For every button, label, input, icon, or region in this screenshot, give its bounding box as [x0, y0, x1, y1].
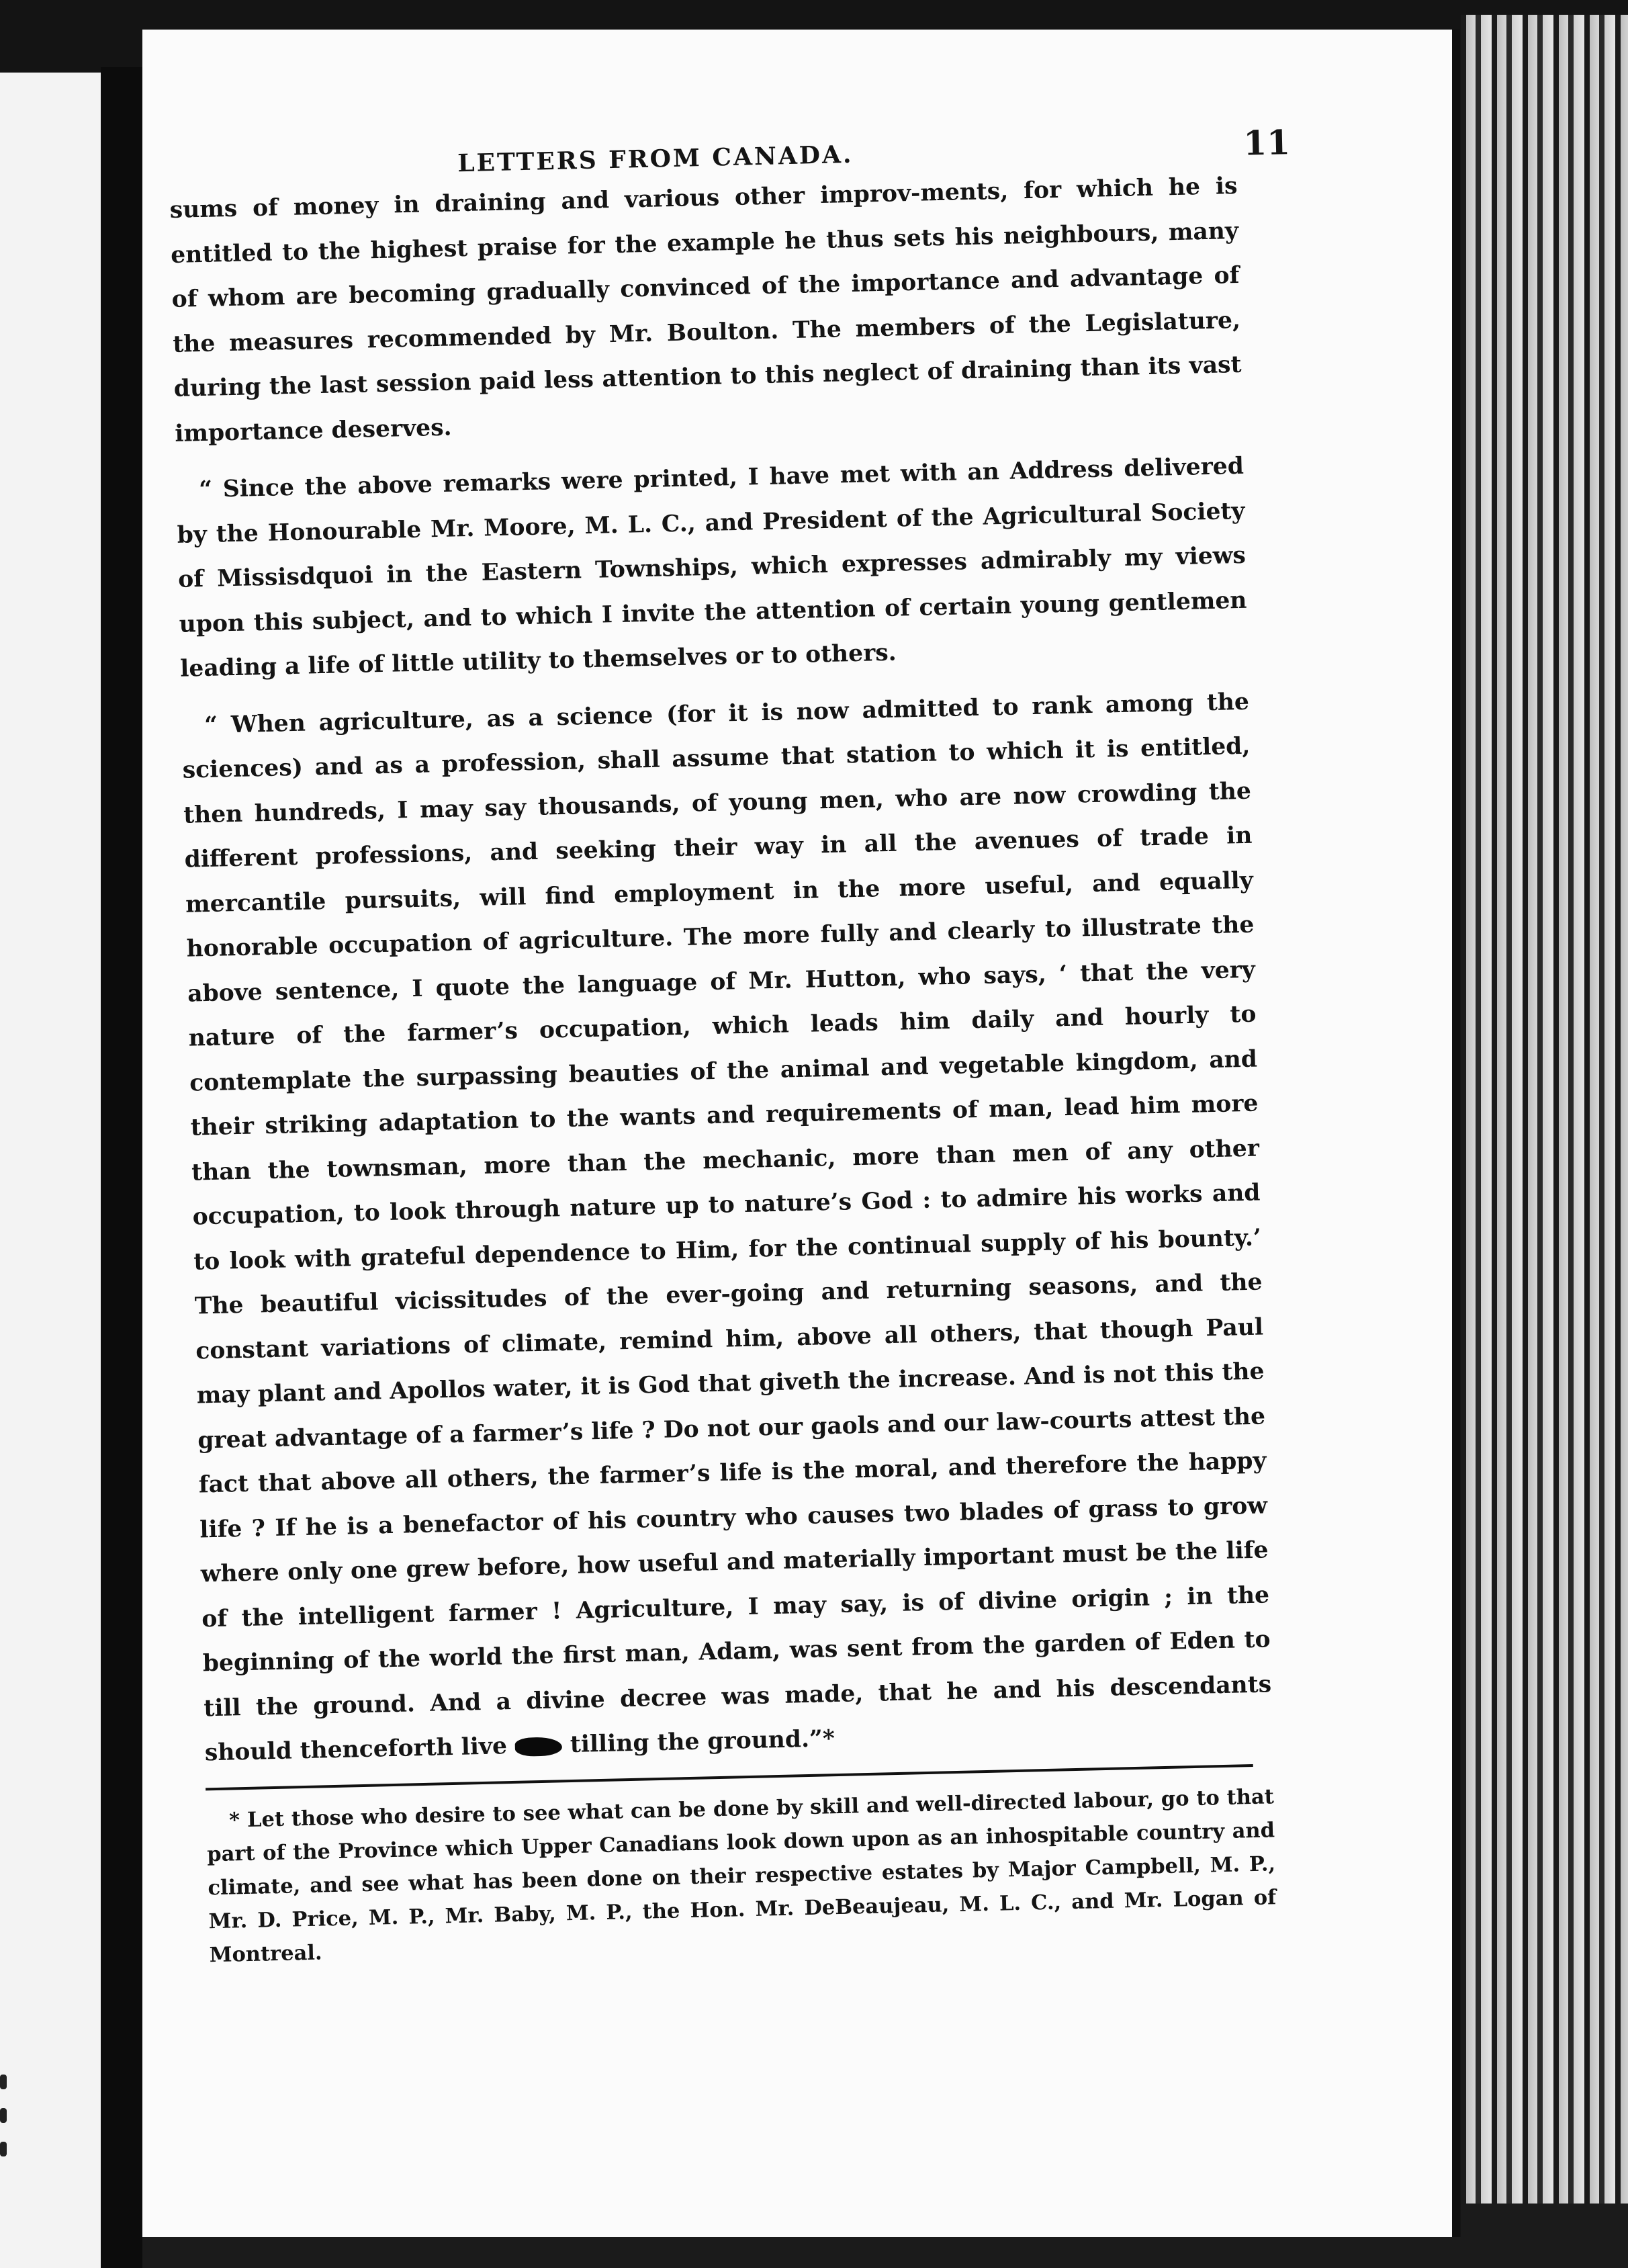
facing-page-marks [0, 2075, 9, 2182]
ink-blot [515, 1737, 563, 1757]
page-edges [1461, 15, 1628, 2268]
running-head-title: LETTERS FROM CANADA. [457, 140, 854, 178]
paragraph-agriculture-end: tilling the ground.”* [570, 1725, 835, 1759]
paragraph-agriculture-quote [181, 679, 1273, 1776]
page-edges-shadow [1461, 2204, 1628, 2268]
paragraph-address: “ Since the above remarks were printed, I have met with an Address delivered by the Honourable Mr. Moore, M. L. C., and President of the Agricultural Society of Missisdquoi in the Eastern Townships, which expresses admirably my views upon this subject, and to which I invite the attention of certain young gentlemen leading a life of little utility to themselves or to others. [177, 452, 1247, 683]
page-number: 11 [1242, 122, 1291, 163]
paragraph-agriculture-text: “ When agriculture, as a science (for it is now admitted to rank among the sciences) and as a profession, shall assume that station to which it is entitled, then hundreds, I may say thousands, of young men, who are now crowding the different professions, and seeking their way in all the avenues of trade in mercantile pursuits, will find employment in the more useful, and equally honorable occupation of agriculture. The more fully and clearly to illustrate the above sentence, I quote the language of Mr. Hutton, who says, ‘ that the very nature of the farmer’s occupation, which leads him daily and hourly to contemplate the surpassing beauties of the animal and vegetable kingdom, and their striking adaptation to the wants and requirements of man, lead him more than the townsman, more than the mechanic, more than men of any other occupation, to look through nature up to nature’s God : to admire his works and to look with grateful dependence to Him, for the continual supply of his bounty.’ The beautiful vicissitudes of the ever-going and returning seasons, and the constant variations of climate, remind him, above all others, that though Paul may plant and Apollos water, it is God that giveth the increase. And is not this the great advantage of a farmer’s life ? Do not our gaols and our law-courts attest the fact that above all others, the farmer’s life is the moral, and therefore the happy life ? If he is a benefactor of his country who causes two blades of grass to grow where only one grew before, how useful and materially important must be the life of the intelligent farmer ! Agriculture, I may say, is of divine origin ; in the beginning of the world the first man, Adam, was sent from the garden of Eden to till the ground. And a divine decree was made, that he and his descendants should thenceforth live [182, 688, 1272, 1767]
paragraph-draining: sums of money in draining and various other improv-ments, for which he is entitled to the highest praise for the example he thus sets his neighbours, many of whom are becoming gradually convinced of the importance and advantage of the measures recommended by Mr. Boulton. The members of the Legislature, during the last session paid less attention to this neglect of draining than its vast importance deserves. [169, 172, 1242, 447]
body-text [169, 164, 1273, 1776]
facing-page [0, 73, 101, 2268]
book-gutter [101, 67, 148, 2268]
page-bottom-shadow [142, 2237, 1465, 2268]
footnote: * Let those who desire to see what can be done by skill and well-directed labour, go to that part of the Province which Upper Canadians look down upon as an inhospitable country and climate, and see what has been done on their respective estates by Major Campbell, M. P., Mr. D. Price, M. P., Mr. Baby, M. P., the Hon. Mr. DeBeaujeau, M. L. C., and Mr. Logan of Montreal. [206, 1784, 1277, 1967]
page-content [168, 103, 1291, 1972]
